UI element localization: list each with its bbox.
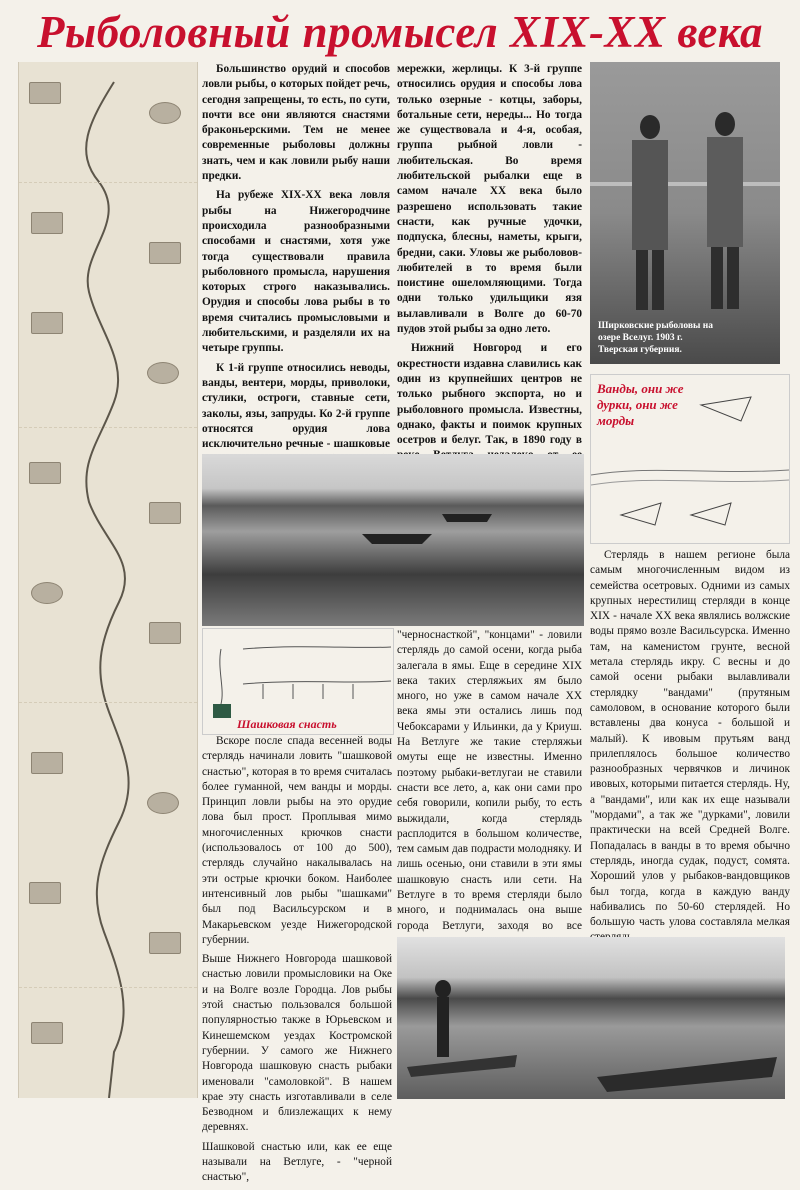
- paragraph: Вскоре после спада весенней воды стерлядь начинали ловить "шашковой снастью", которая в то время считалась более гуманной, чем ванды и морды. Принцип ловли рыбы на это орудие лова был прост. Проплывая мимо многочисленных крючков снасти (использовалось от 100 до 500), стерлядь случайно накалывалась на эти острые крючки боком. Наиболее интенсивный лов рыбы "шашками" был под Васильсурском и в Макарьевском уезде Нижегородской губернии.: [202, 735, 392, 946]
- map-vignette: [31, 312, 63, 334]
- map-vignette: [147, 362, 179, 384]
- column-3-bottom: [202, 734, 392, 1190]
- map-vignette: [149, 932, 181, 954]
- river-scene: [397, 937, 785, 1099]
- paragraph: На рубеже XIX-XX века ловля рыбы на Нижегородчине происходила разнообразными способами и снастями, хотя уже тогда существовали правила рыболовного промысла, нарушения которых строго наказывались. Орудия и способы лова рыбы в то время считались промысловыми и любительскими, и разделяли их на четыре группы.: [202, 189, 390, 355]
- vandy-illustration: [590, 374, 790, 544]
- paragraph: "черноснасткой", "концами" - ловили стерлядь до самой осени, когда рыба залегала в ямы. Еще в середине XIX века таких стерляжьих ям было много, но уже в самом начале XX века ямы эти остались лишь под Чебоксарами у Ильинки, да у Криуш. На Ветлуге же такие стерляжьи омуты еще не известны. Именно поэтому рыбаки-ветлугаи не ставили снасти все лето, а, как они сами про себя говорили, копили рыбу, то есть выжидали, когда стерлядь расплодится в большом количестве, тем самым дав подрасти молодняку. И лишь осенью, они ставили в эти ямы шашковую снасть или сети. На Ветлуге в то время стерляди было много, и поднималась она выше города Ветлуги, заходя во все: [397, 629, 582, 932]
- paragraph: Стерлядь в нашем регионе была самым многочисленным видом из семейства осетровых. Одними из самых крупных нерестилищ стерляди в конце XIX - начале XX века являлись волжские воды прямо возле Васильсурска. Именно там, на каменистом грунте, весной метала стерлядь икру. С весны и до самой осени рыбаки вылавливали стерлядку "вандами" (прутяным самоловом, в основание которого были вставлены два конуса - большой и малый). К ивовым прутьям ванд прилеплялось большое количество разнообразных червячков и личинок ивовых, которыми питается стерлядь. Ну, а "вандами", или как их еще называли "мордами", а так же "дурками", ловили практически на всей Средней Волге. Попадалась в ванды в то время обычно стерлядь, иногда судак, подуст, сомята. Хороший улов у рыбаков-вандовщиков был тогда, когда в каждую ванду набивались по 50-60 стерлядей. Но большую часть улова составляла мелкая: [590, 549, 790, 929]
- photo-fishermen: [590, 62, 780, 364]
- map-vignette: [31, 1022, 63, 1044]
- fishermen-figures: [590, 62, 780, 364]
- shash-heading: Шашковая снасть: [237, 717, 337, 731]
- photo-lake-boats: [202, 454, 584, 626]
- lake-boats: [202, 454, 584, 626]
- map-vignette: [29, 82, 61, 104]
- column-5-bottom: [590, 548, 790, 950]
- paragraph: К 1-й группе относились неводы, ванды, вентери, морды, приволоки, стулики, остроги, ставные сети, заколы, язы, запруды. Ко 2-й группе относятся орудия лова исключительно речные - шашковые: [202, 361, 390, 451]
- paragraph: Шашковой снастью или, как ее еще называли на Ветлуге, - "черной снастью",: [202, 1140, 392, 1184]
- page-title: Рыболовный промысел XIX-XX века: [36, 7, 764, 57]
- column-1: [202, 62, 390, 502]
- vandy-heading: Ванды, они же дурки, они же морды: [597, 381, 684, 428]
- paragraph: Нижний Новгород и его окрестности издавна славились как один из крупнейших центров не только рыбного экспорта, но и рыболовного промысла. Известны, однако, факты и поимок крупных осетров и белуг. Так, в 1890 году в: [397, 342, 582, 447]
- map-vignette: [149, 242, 181, 264]
- photo-caption: Ширковские рыболовы на озере Вселуг. 1903 г. Тверская губерния.: [598, 321, 713, 355]
- map-vignette: [31, 212, 63, 234]
- map-vignette: [149, 502, 181, 524]
- photo-river-fisherman: [397, 937, 785, 1099]
- shashkovaya-illustration: [202, 628, 394, 735]
- column-2: [397, 62, 582, 514]
- map-vignette: [149, 622, 181, 644]
- paragraph: Большинство орудий и способов ловли рыбы, о которых пойдет речь, сегодня запрещены, то есть, по сути, почти все они являются снастями браконьерскими. Тем не менее современные рыболовы должны знать, чем и как ловили рыбу наши предки.: [202, 63, 390, 183]
- map-vignette: [29, 462, 61, 484]
- volga-map-strip: [18, 62, 198, 1098]
- paragraph: мережки, жерлицы. К 3-й группе относились орудия и способы лова только озерные - котцы, заборы, ботальные сети, нереды... Но тогда же существовала и 4-я, особая, группа рыбной ловли - любительская. Во время любительской рыбалки еще в самом начале XX века было разрешено использовать такие снасти, как ручные удочки, подпуска, блесны, наметы, крыги, бредни, саки. Уловы же рыболовов-любителей в то время были поистине ошеломляющими. Тогда одни только удильщики язя вылавливали в Волге до 60-70 пудов этой рыбы за одно лето.: [397, 63, 582, 336]
- map-vignette: [149, 102, 181, 124]
- map-vignette: [31, 752, 63, 774]
- vandy-sketch: [591, 375, 789, 543]
- paragraph: Выше Нижнего Новгорода шашковой снастью ловили промысловики на Оке и на Волге возле Городца. Лов рыбы этой снастью пользовался большой популярностью также в Юрьевском и Кинешемском уездах Костромской губернии. У самого же Нижнего Новгорода шашковую снасть рыбаки именовали "самоловкой". В нашем крае эту снасть изготавливали в селе Безводном и близлежащих к нему деревнях.: [202, 953, 392, 1134]
- map-vignette: [147, 792, 179, 814]
- map-vignette: [29, 882, 61, 904]
- map-vignette: [31, 582, 63, 604]
